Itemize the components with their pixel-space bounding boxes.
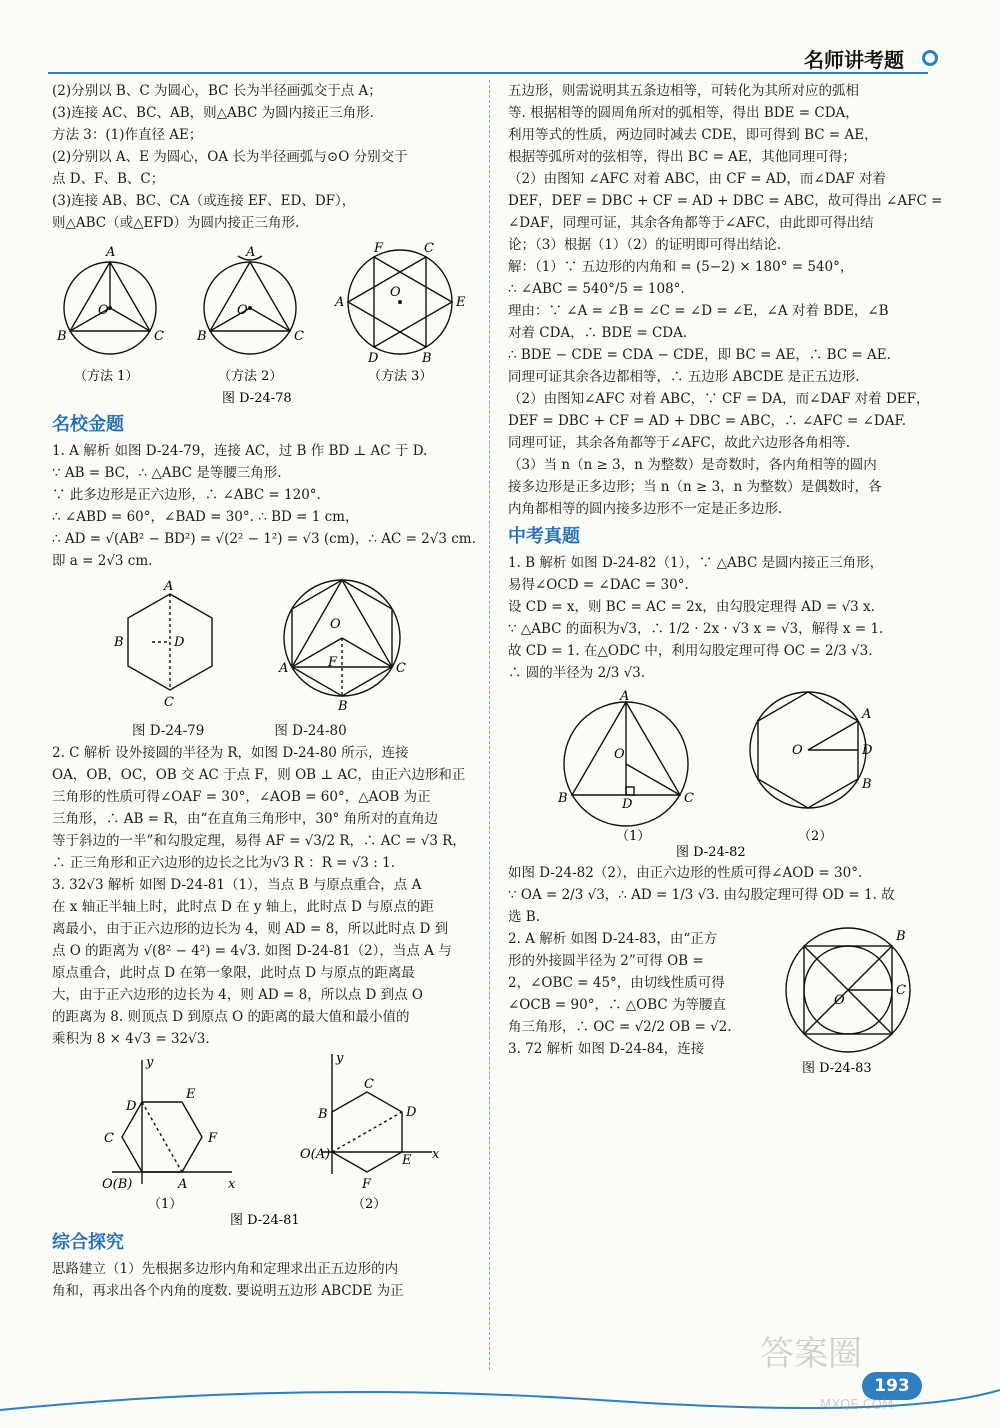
- footer-wave: [0, 1370, 1000, 1424]
- text-line: 原点重合，此时点 D 在第一象限，此时点 D 与原点的距离最: [52, 965, 415, 981]
- text-line: 1. B 解析 如图 D-24-82（1），∵ △ABC 是圆内接正三角形，: [508, 555, 884, 571]
- text-line: ∠DAF，同理可证，其余各角都等于∠AFC，由此即可得出结: [508, 215, 874, 231]
- text-line: 的距离为 8. 则顶点 D 到原点 O 的距离的最大值和最小值的: [52, 1009, 410, 1025]
- text-line: 对着 CDA，∴ BDE = CDA.: [508, 325, 688, 341]
- text-line: 大，由于正六边形的边长为 4，则 AD = 8，所以点 D 到点 O: [52, 987, 423, 1003]
- text-line: 利用等式的性质，两边同时减去 CDE，即可得到 BC = AE，: [508, 127, 878, 143]
- svg-text:y: y: [146, 1055, 154, 1070]
- svg-text:A: A: [862, 707, 872, 722]
- header-dot-icon: [922, 50, 938, 66]
- text-line: ∴ BDE − CDE = CDA − CDE，即 BC = AE，∴ BC = AE.: [508, 347, 891, 363]
- svg-text:B: B: [558, 791, 568, 806]
- svg-text:A: A: [246, 245, 256, 260]
- svg-text:C: C: [294, 329, 304, 344]
- text-line: (3)连接 AC、BC、AB，则△ABC 为圆内接正三角形.: [52, 105, 374, 121]
- svg-text:D: D: [126, 1099, 137, 1114]
- text-line: ∠OCB = 90°，∴ △OBC 为等腰直: [508, 997, 726, 1013]
- text-line: DEF = DBC + CF = AD + DBC = ABC，∴ ∠AFC = ∠DAF.: [508, 413, 907, 429]
- svg-text:O(B): O(B): [102, 1177, 133, 1192]
- text-line: 解：（1）∵ 五边形的内角和 = (5−2) × 180° = 540°，: [508, 259, 854, 275]
- text-line: 三角形，∴ AB = R，由“在直角三角形中，30° 角所对的直角边: [52, 811, 439, 827]
- text-line: 形的外接圆半径为 2”可得 OB =: [508, 953, 704, 969]
- svg-text:D: D: [622, 797, 633, 812]
- text-line: 思路建立（1）先根据多边形内角和定理求出正五边形的内: [52, 1261, 399, 1277]
- text-line: 在 x 轴正半轴上时，此时点 D 在 y 轴上，此时点 D 与原点的距: [52, 899, 434, 915]
- svg-text:C: C: [896, 983, 906, 998]
- text-line: 同理可证，其余各角都等于∠AFC，故此六边形各角相等.: [508, 435, 851, 451]
- figure-caption: [132, 720, 478, 742]
- svg-text:O: O: [834, 993, 845, 1008]
- svg-text:B: B: [862, 777, 872, 792]
- figure-caption: 图 D-24-81: [230, 1213, 300, 1226]
- svg-text:C: C: [364, 1077, 374, 1092]
- text-line: DEF，DEF = DBC + CF = AD + DBC = ABC，故可得出 ∠AFC =: [508, 193, 943, 209]
- svg-text:D: D: [406, 1105, 417, 1120]
- text-line: ∴ ∠ABC = 540°/5 = 108°.: [508, 281, 685, 297]
- section-title: 中考真题: [508, 526, 580, 547]
- text-line: 如图 D-24-82（2），由正六边形的性质可得∠AOD = 30°.: [508, 865, 863, 881]
- header-rule: [48, 72, 928, 74]
- text-line: 2. A 解析 如图 D-24-83，由“正方: [508, 931, 718, 947]
- figure-label: （2）: [798, 829, 833, 844]
- text-line: 内角都相等的圆内接多边形不一定是正多边形.: [508, 501, 783, 517]
- text-line: 角三角形，∴ OC = √2/2 OB = √2.: [508, 1019, 732, 1035]
- right-column: [508, 80, 948, 1076]
- svg-text:O(A): O(A): [300, 1147, 331, 1162]
- svg-text:B: B: [422, 351, 432, 366]
- text-line: 等. 根据相等的圆周角所对的弧相等，得出 BDE = CDA，: [508, 105, 859, 121]
- text-line: 等于斜边的一半”和勾股定理，易得 AF = √3/2 R，∴ AC = √3 R，: [52, 833, 466, 849]
- svg-text:E: E: [186, 1087, 196, 1102]
- text-line: （3）当 n（n ≥ 3，n 为整数）是奇数时，各内角相等的圆内: [508, 457, 877, 473]
- text-line: (2)分别以 A、E 为圆心，OA 长为半径画弧与⊙O 分别交于: [52, 149, 408, 165]
- svg-text:O: O: [330, 617, 341, 632]
- figure-label: （2）: [352, 1197, 387, 1212]
- svg-text:B: B: [896, 929, 906, 944]
- text-line: 3. 72 解析 如图 D-24-84，连接: [508, 1041, 705, 1057]
- text-line: （2）由图知∠AFC 对着 ABC，∵ CF = DA，而∠DAF 对着 DEF，: [508, 391, 930, 407]
- q2-block: [508, 928, 948, 1076]
- svg-text:O: O: [614, 747, 625, 762]
- svg-text:D: D: [862, 743, 873, 758]
- text-line: 理由：∵ ∠A = ∠B = ∠C = ∠D = ∠E，∠A 对着 BDE，∠B: [508, 303, 889, 319]
- svg-text:A: A: [164, 579, 174, 594]
- figure-caption: 图 D-24-78: [222, 391, 292, 406]
- text-line: (3)连接 AB、BC、CA（或连接 EF、ED、DF），: [52, 193, 356, 209]
- text-line: 点 D、F、B、C；: [52, 171, 165, 187]
- figure-caption-79: 图 D-24-79: [132, 723, 205, 739]
- svg-text:C: C: [684, 791, 694, 806]
- figure-caption-80: 图 D-24-80: [274, 723, 347, 739]
- text-line: OA，OB，OC，OB 交 AC 于点 F，则 OB ⊥ AC，由正六边形和正: [52, 767, 466, 783]
- text-line: 同理可证其余各边都相等，∴ 五边形 ABCDE 是正五边形.: [508, 369, 860, 385]
- text-line: 2，∠OBC = 45°，由切线性质可得: [508, 975, 725, 991]
- figure-d-24-81: [52, 1054, 478, 1226]
- text-line: ∴ 圆的半径为 2/3 √3.: [508, 665, 646, 681]
- svg-text:B: B: [197, 329, 207, 344]
- text-line: （2）由图知 ∠AFC 对着 ABC，由 CF = AD，而∠DAF 对着: [508, 171, 886, 187]
- text-line: 2. C 解析 设外接圆的半径为 R，如图 D-24-80 所示，连接: [52, 745, 409, 761]
- text-line: 角和，再求出各个内角的度数. 要说明五边形 ABCDE 为正: [52, 1283, 404, 1299]
- svg-text:A: A: [335, 295, 345, 310]
- text-line: ∵ 此多边形是正六边形，∴ ∠ABC = 120°.: [52, 487, 321, 503]
- text-line: 五边形，则需说明其五条边相等，可转化为其所对应的弧相: [508, 83, 859, 99]
- text-line: 则△ABC（或△EFD）为圆内接正三角形.: [52, 215, 300, 231]
- figure-label: （方法 2）: [218, 369, 283, 384]
- svg-text:D: D: [368, 351, 379, 366]
- svg-text:E: E: [402, 1153, 412, 1168]
- text-line: 易得∠OCD = ∠DAC = 30°.: [508, 577, 689, 593]
- text-line: 离最小，由于正六边形的边长为 4，则 AD = 8，所以此时点 D 到: [52, 921, 449, 937]
- svg-text:O: O: [237, 303, 248, 318]
- text-line: 故 CD = 1. 在△ODC 中，利用勾股定理可得 OC = 2/3 √3.: [508, 643, 873, 659]
- q2-text: [508, 928, 763, 1060]
- figure-d-24-79-80: [52, 576, 478, 716]
- svg-text:B: B: [318, 1107, 328, 1122]
- text-line: (2)分别以 B、C 为圆心，BC 长为半径画弧交于点 A；: [52, 83, 382, 99]
- header-title: 名师讲考题: [804, 48, 904, 72]
- svg-text:B: B: [114, 635, 124, 650]
- figure-label: （1）: [616, 829, 651, 844]
- svg-text:C: C: [424, 241, 434, 256]
- svg-text:C: C: [104, 1131, 114, 1146]
- svg-text:E: E: [456, 295, 466, 310]
- svg-text:F: F: [328, 655, 338, 670]
- svg-text:C: C: [164, 695, 174, 710]
- section-title: 名校金题: [52, 414, 124, 435]
- svg-text:F: F: [208, 1131, 218, 1146]
- text-line: ∴ AD = √(AB² − BD²) = √(2² − 1²) = √3 (cm)，∴ AC = 2√3 cm.: [52, 531, 476, 547]
- text-line: 3. 32√3 解析 如图 D-24-81（1），当点 B 与原点重合，点 A: [52, 877, 422, 893]
- figure-d-24-83: [778, 922, 928, 1082]
- text-line: 三角形的性质可得∠OAF = 30°，∠AOB = 60°，△AOB 为正: [52, 789, 431, 805]
- figure-label: （1）: [148, 1197, 183, 1212]
- text-line: 点 O 的距离为 √(8² − 4²) = 4√3. 如图 D-24-81（2），当点 A 与: [52, 943, 452, 959]
- page-number: 193: [862, 1372, 922, 1400]
- column-divider: [489, 80, 490, 1370]
- text-line: ∵ OA = 2/3 √3，∴ AD = 1/3 √3. 由勾股定理可得 OD = 1. 故: [508, 887, 895, 903]
- svg-text:C: C: [154, 329, 164, 344]
- svg-text:A: A: [106, 245, 116, 260]
- page-footer: [0, 1370, 1000, 1424]
- page-header: [48, 40, 948, 76]
- figure-label: （方法 1）: [74, 369, 139, 384]
- svg-text:B: B: [57, 329, 67, 344]
- text-line: 根据等弧所对的弦相等，得出 BC = AE，其他同理可得；: [508, 149, 856, 165]
- svg-text:C: C: [396, 661, 406, 676]
- text-line: 设 CD = x，则 BC = AC = 2x，由勾股定理得 AD = √3 x.: [508, 599, 875, 615]
- text-line: 接多边形是正多边形；当 n（n ≥ 3，n 为整数）是偶数时，各: [508, 479, 882, 495]
- text-line: 即 a = 2√3 cm.: [52, 553, 153, 569]
- svg-text:O: O: [390, 285, 401, 300]
- text-line: 论；（3）根据（1）（2）的证明即可得出结论.: [508, 237, 782, 253]
- text-line: ∵ AB = BC，∴ △ABC 是等腰三角形.: [52, 465, 282, 481]
- svg-text:A: A: [620, 689, 630, 704]
- svg-text:A: A: [279, 661, 289, 676]
- svg-text:y: y: [336, 1054, 344, 1066]
- text-line: 方法 3：(1)作直径 AE；: [52, 127, 203, 143]
- svg-text:F: F: [362, 1177, 372, 1192]
- svg-text:x: x: [228, 1177, 236, 1192]
- svg-text:O: O: [792, 743, 803, 758]
- watermark-url: MXQE.COM: [820, 1398, 894, 1413]
- figure-d-24-82: [508, 688, 948, 858]
- text-line: 1. A 解析 如图 D-24-79，连接 AC，过 B 作 BD ⊥ AC 于 D.: [52, 443, 428, 459]
- svg-text:O: O: [98, 303, 109, 318]
- svg-text:x: x: [432, 1147, 440, 1162]
- figure-label: （方法 3）: [368, 369, 433, 384]
- section-title: 综合探究: [52, 1232, 124, 1253]
- figure-caption: 图 D-24-83: [802, 1061, 872, 1076]
- svg-text:F: F: [374, 241, 384, 256]
- figure-caption: 图 D-24-82: [676, 845, 746, 858]
- text-line: ∴ ∠ABD = 60°，∠BAD = 30°. ∴ BD = 1 cm，: [52, 509, 359, 525]
- text-line: ∵ △ABC 的面积为√3，∴ 1/2 · 2x · √3 x = √3，解得 x = 1.: [508, 621, 884, 637]
- left-column: [52, 80, 478, 1302]
- svg-text:A: A: [178, 1177, 188, 1192]
- text-line: 乘积为 8 × 4√3 = 32√3.: [52, 1031, 210, 1047]
- text-line: ∴ 正三角形和正六边形的边长之比为√3 R ：R = √3 : 1.: [52, 855, 395, 871]
- text-line: 选 B.: [508, 909, 541, 925]
- watermark: 答案圈: [760, 1334, 862, 1374]
- svg-text:D: D: [174, 635, 185, 650]
- svg-text:B: B: [338, 699, 348, 714]
- figure-d-24-78: [52, 238, 478, 408]
